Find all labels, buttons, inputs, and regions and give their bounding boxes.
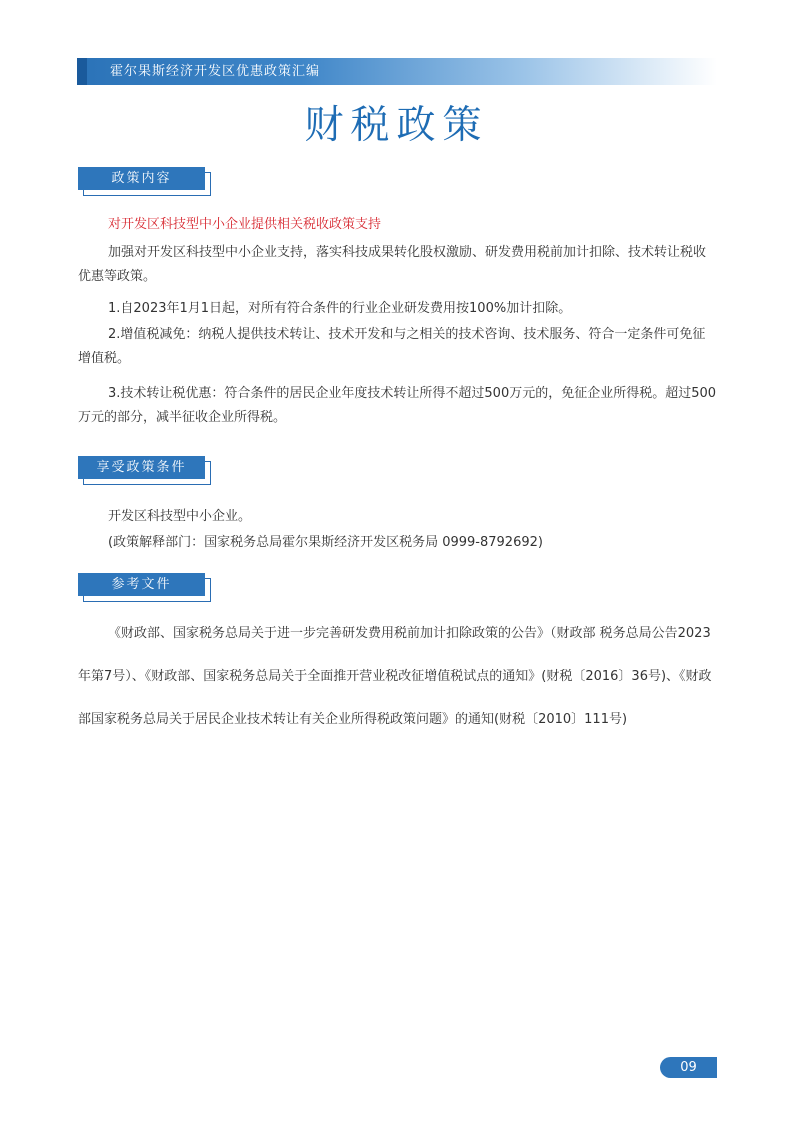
page-title: 财税政策 — [304, 103, 489, 148]
badge-label: 享受政策条件 — [96, 460, 187, 475]
content-intro: 加强对开发区科技型中小企业支持，落实科技成果转化股权激励、研发费用税前加计扣除、技术转让税收优惠等政策。 — [78, 245, 707, 284]
header-title: 霍尔果斯经济开发区优惠政策汇编 — [110, 64, 321, 79]
conditions-text: 开发区科技型中小企业。 — [108, 509, 252, 524]
content-item-3: 3.技术转让税优惠：符合条件的居民企业年度技术转让所得不超过500万元的，免征企业所得税。超过500万元的部分，减半征收企业所得税。 — [78, 386, 717, 425]
content-subtitle: 对开发区科技型中小企业提供相关税收政策支持 — [108, 217, 382, 232]
section-badge-references — [78, 573, 211, 602]
references-text: 《财政部、国家税务总局关于进一步完善研发费用税前加计扣除政策的公告》（财政部 税务总局公告2023年第7号）、《财政部、国家税务总局关于全面推开营业税改征增值税试点的通知》(财税〔2016〕36号)、《财政部国家税务总局关于居民企业技术转让有关企业所得税政策问题》的通知(财税〔2010〕111号) — [78, 626, 712, 727]
content-item-2: 2.增值税减免：纳税人提供技术转让、技术开发和与之相关的技术咨询、技术服务、符合一定条件可免征增值税。 — [78, 327, 706, 366]
section-badge-content — [78, 167, 211, 196]
badge-label: 政策内容 — [111, 171, 172, 186]
page-number: 09 — [660, 1057, 717, 1078]
conditions-contact: (政策解释部门：国家税务总局霍尔果斯经济开发区税务局 0999-8792692) — [108, 535, 543, 550]
header-tab — [77, 58, 87, 85]
content-item-1: 1.自2023年1月1日起，对所有符合条件的行业企业研发费用按100%加计扣除。 — [108, 301, 572, 316]
badge-label: 参考文件 — [111, 577, 172, 592]
section-badge-conditions — [78, 456, 211, 485]
